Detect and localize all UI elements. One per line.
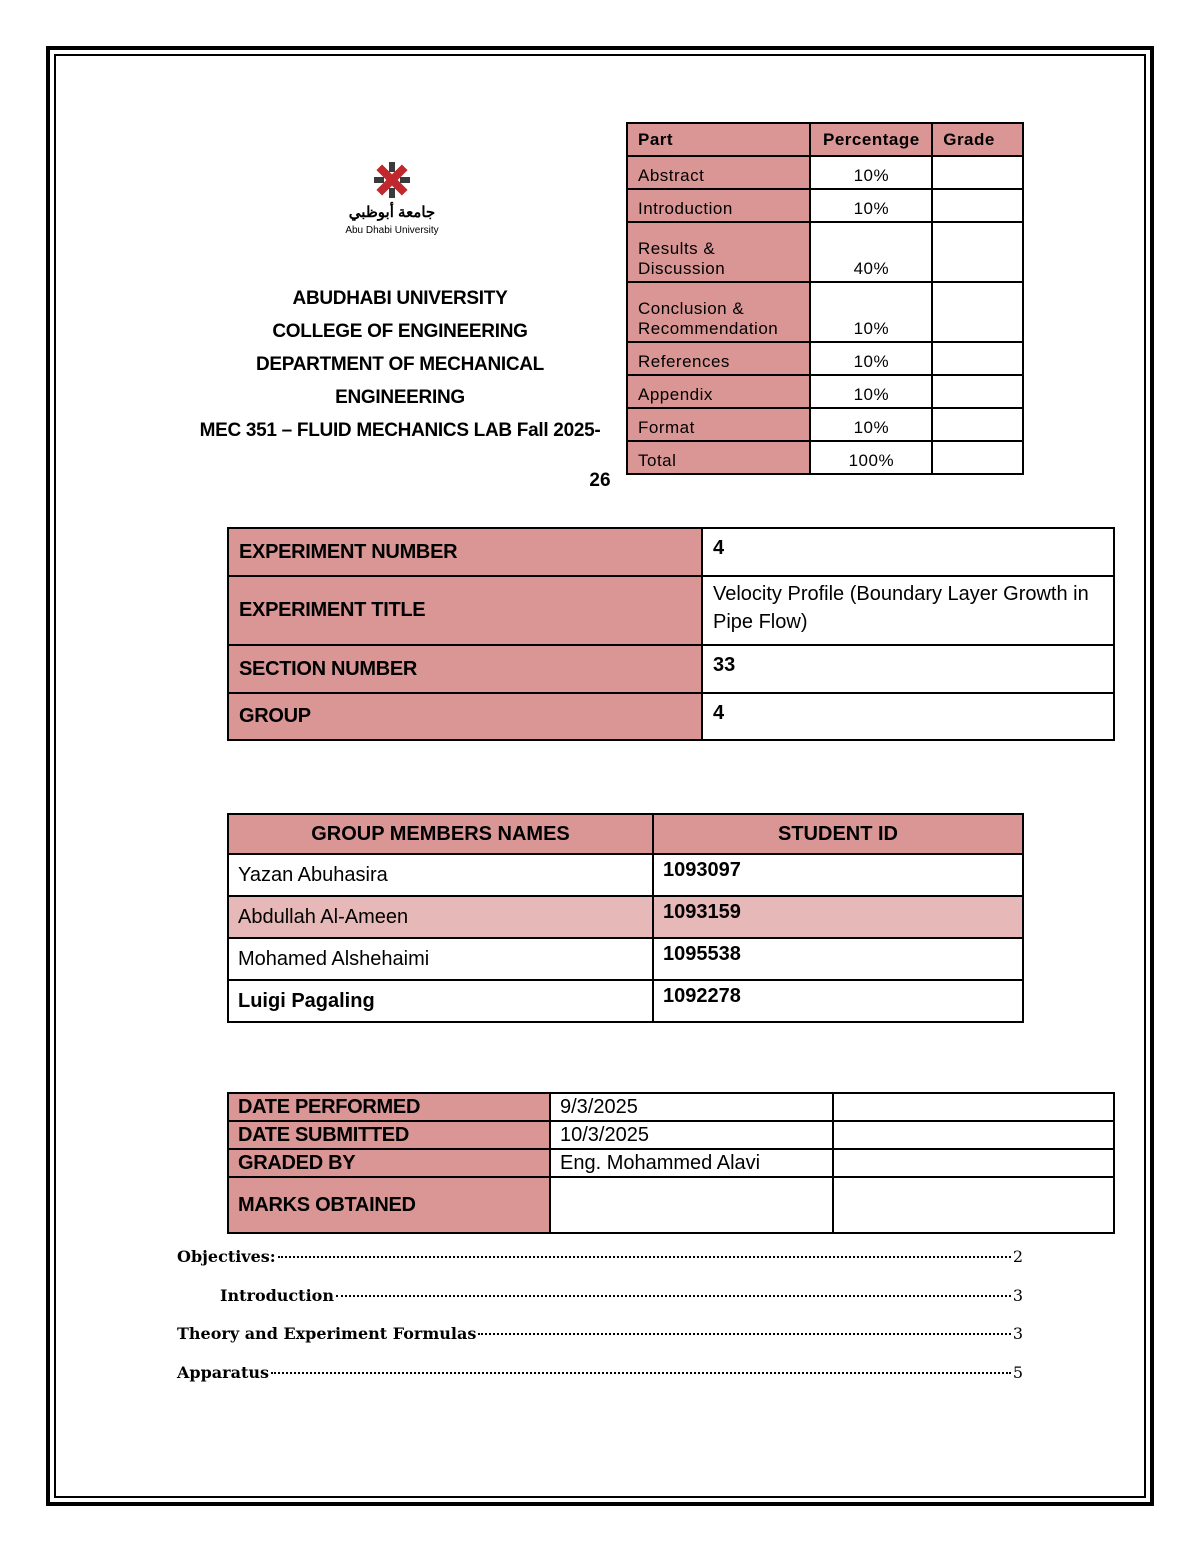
course-year-tail: 26: [589, 470, 611, 491]
toc-leader: [478, 1333, 1010, 1335]
rubric-row: [627, 222, 1023, 282]
rubric-grade-cell[interactable]: [932, 222, 1023, 282]
member-row: [228, 896, 1023, 938]
course-title: MEC 351 – FLUID MECHANICS LAB Fall 2025-: [199, 420, 601, 441]
experiment-number-label: EXPERIMENT NUMBER: [228, 528, 702, 576]
experiment-number-row: [228, 528, 1114, 576]
rubric-part: Abstract: [627, 156, 810, 189]
marks-obtained-row: [228, 1177, 1114, 1233]
rubric-percentage: 10%: [810, 156, 932, 189]
rubric-percentage: 10%: [810, 375, 932, 408]
rubric-part: Total: [627, 441, 810, 474]
section-number-row: [228, 645, 1114, 693]
member-id: 1092278: [653, 980, 1023, 1022]
rubric-row: [627, 342, 1023, 375]
group-label: GROUP: [228, 693, 702, 740]
graded-by-row: [228, 1149, 1114, 1177]
rubric-total-row: [627, 441, 1023, 474]
rubric-row: [627, 156, 1023, 189]
college-name: COLLEGE OF ENGINEERING: [272, 321, 528, 342]
empty-cell: [833, 1093, 1114, 1121]
member-name: Abdullah Al-Ameen: [228, 896, 653, 938]
rubric-row: [627, 189, 1023, 222]
empty-cell: [833, 1121, 1114, 1149]
toc-title: Introduction: [220, 1286, 334, 1305]
date-performed-row: [228, 1093, 1114, 1121]
members-name-header: GROUP MEMBERS NAMES: [228, 814, 653, 854]
experiment-info-table: [227, 527, 1115, 741]
rubric-part: Conclusion & Recommendation: [627, 282, 810, 342]
members-header-row: [228, 814, 1023, 854]
member-id: 1093097: [653, 854, 1023, 896]
university-header: [165, 282, 635, 447]
rubric-row: [627, 282, 1023, 342]
member-row: [228, 854, 1023, 896]
toc-title: Objectives:: [177, 1247, 276, 1266]
member-row: [228, 938, 1023, 980]
submission-info-table: [227, 1092, 1115, 1234]
members-id-header: STUDENT ID: [653, 814, 1023, 854]
toc-page: 5: [1012, 1363, 1023, 1382]
logo-english-text: Abu Dhabi University: [345, 225, 439, 236]
university-name: ABUDHABI UNIVERSITY: [292, 288, 508, 309]
date-performed-label: DATE PERFORMED: [228, 1093, 550, 1121]
date-submitted-value: 10/3/2025: [550, 1121, 833, 1149]
rubric-percentage: 10%: [810, 408, 932, 441]
member-name: Luigi Pagaling: [228, 980, 653, 1022]
empty-cell: [833, 1149, 1114, 1177]
toc-entry[interactable]: [177, 1363, 1023, 1382]
member-row: [228, 980, 1023, 1022]
toc-title: Apparatus: [177, 1363, 269, 1382]
empty-cell: [833, 1177, 1114, 1233]
rubric-grade-cell[interactable]: [932, 156, 1023, 189]
graded-by-value: Eng. Mohammed Alavi: [550, 1149, 833, 1177]
rubric-part: Results & Discussion: [627, 222, 810, 282]
rubric-grade-cell[interactable]: [932, 441, 1023, 474]
rubric-grade-cell[interactable]: [932, 189, 1023, 222]
section-number-value: 33: [702, 645, 1114, 693]
rubric-grade-cell[interactable]: [932, 342, 1023, 375]
toc-leader: [271, 1372, 1011, 1374]
rubric-row: [627, 375, 1023, 408]
rubric-part: Appendix: [627, 375, 810, 408]
toc-entry[interactable]: [177, 1247, 1023, 1266]
toc-leader: [278, 1256, 1011, 1258]
group-value: 4: [702, 693, 1114, 740]
experiment-title-label: EXPERIMENT TITLE: [228, 576, 702, 645]
member-id: 1093159: [653, 896, 1023, 938]
toc-leader: [336, 1295, 1011, 1297]
group-row: [228, 693, 1114, 740]
member-id: 1095538: [653, 938, 1023, 980]
date-submitted-label: DATE SUBMITTED: [228, 1121, 550, 1149]
section-number-label: SECTION NUMBER: [228, 645, 702, 693]
logo-arabic-text: جامعة أبوظبي: [348, 204, 436, 221]
toc-page: 2: [1012, 1247, 1023, 1266]
member-name: Yazan Abuhasira: [228, 854, 653, 896]
rubric-percentage: 40%: [810, 222, 932, 282]
rubric-header-part: Part: [627, 123, 810, 156]
experiment-title-row: [228, 576, 1114, 645]
rubric-part: Format: [627, 408, 810, 441]
rubric-grade-cell[interactable]: [932, 375, 1023, 408]
toc-title: Theory and Experiment Formulas: [177, 1324, 477, 1343]
rubric-percentage: 10%: [810, 282, 932, 342]
toc-page: 3: [1012, 1286, 1023, 1305]
marks-obtained-value[interactable]: [550, 1177, 833, 1233]
experiment-title-value: Velocity Profile (Boundary Layer Growth in Pipe Flow): [702, 576, 1114, 645]
rubric-header-percentage: Percentage: [810, 123, 932, 156]
department-name: DEPARTMENT OF MECHANICAL: [256, 354, 544, 375]
rubric-grade-cell[interactable]: [932, 408, 1023, 441]
rubric-percentage: 10%: [810, 342, 932, 375]
rubric-header-row: [627, 123, 1023, 156]
graded-by-label: GRADED BY: [228, 1149, 550, 1177]
rubric-percentage: 100%: [810, 441, 932, 474]
rubric-percentage: 10%: [810, 189, 932, 222]
date-submitted-row: [228, 1121, 1114, 1149]
date-performed-value: 9/3/2025: [550, 1093, 833, 1121]
toc-entry[interactable]: [220, 1286, 1023, 1305]
rubric-row: [627, 408, 1023, 441]
group-members-table: [227, 813, 1024, 1023]
rubric-header-grade: Grade: [932, 123, 1023, 156]
grading-rubric-table: [626, 122, 1024, 475]
toc-page: 3: [1012, 1324, 1023, 1343]
marks-obtained-label: MARKS OBTAINED: [228, 1177, 550, 1233]
rubric-grade-cell[interactable]: [932, 282, 1023, 342]
rubric-part: References: [627, 342, 810, 375]
member-name: Mohamed Alshehaimi: [228, 938, 653, 980]
experiment-number-value: 4: [702, 528, 1114, 576]
toc-entry[interactable]: [177, 1324, 1023, 1343]
rubric-part: Introduction: [627, 189, 810, 222]
department-name-cont: ENGINEERING: [335, 387, 465, 408]
